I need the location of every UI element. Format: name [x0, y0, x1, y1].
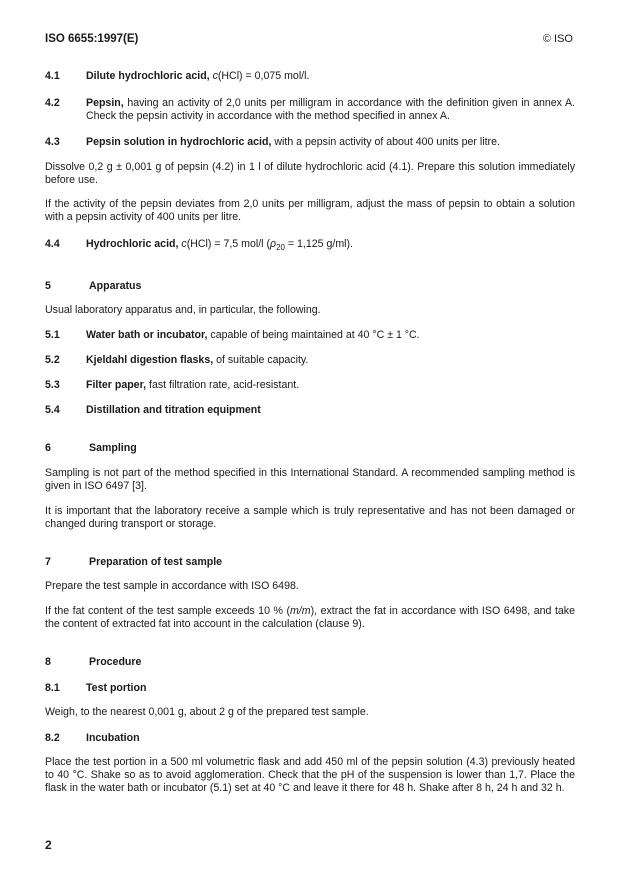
clause-number: 8.1	[45, 682, 60, 694]
clause-title: Test portion	[86, 682, 147, 694]
page-number: 2	[45, 838, 52, 852]
clause-number: 5.4	[45, 404, 60, 416]
section-number: 8	[45, 656, 51, 668]
clause-5-2	[45, 354, 575, 367]
clause-title: Hydrochloric acid,	[86, 238, 179, 250]
paragraph: Prepare the test sample in accordance with ISO 6498.	[45, 580, 299, 592]
paragraph: Usual laboratory apparatus and, in particular, the following.	[45, 304, 321, 316]
standard-reference: ISO 6655:1997(E)	[45, 33, 139, 45]
section-title: Sampling	[89, 442, 137, 454]
clause-text: of suitable capacity.	[213, 354, 309, 366]
clause-4-2	[45, 97, 575, 123]
paragraph: It is important that the laboratory receive a sample which is truly representative and has not been damaged or changed during transport or storage.	[45, 505, 575, 530]
clause-text: fast filtration rate, acid-resistant.	[146, 379, 300, 391]
clause-title: Pepsin solution in hydrochloric acid,	[86, 136, 272, 148]
section-number: 5	[45, 280, 51, 292]
section-number: 7	[45, 556, 51, 568]
clause-5-4	[45, 404, 575, 417]
clause-title: Water bath or incubator,	[86, 329, 208, 341]
paragraph: If the fat content of the test sample exceeds 10 % (m/m), extract the fat in accordance with ISO 6498, and take the content of extracted fat into account in the calculation (clause 9).	[45, 605, 575, 630]
clause-title: Pepsin,	[86, 97, 124, 109]
clause-number: 4.2	[45, 97, 60, 109]
clause-5-1	[45, 329, 575, 342]
clause-text: capable of being maintained at 40 °C ± 1 °C.	[207, 329, 420, 341]
clause-number: 5.3	[45, 379, 60, 391]
copyright-mark: © ISO	[542, 33, 573, 45]
clause-title: Distillation and titration equipment	[86, 404, 261, 416]
clause-title: Filter paper,	[86, 379, 147, 391]
clause-number: 8.2	[45, 732, 60, 744]
paragraph: Weigh, to the nearest 0,001 g, about 2 g of the prepared test sample.	[45, 706, 369, 718]
clause-5-3	[45, 379, 575, 392]
clause-formula: (HCl) = 0,075 mol/l.	[217, 70, 310, 82]
section-7-heading	[45, 556, 575, 569]
clause-title: Incubation	[86, 732, 140, 744]
paragraph: If the activity of the pepsin deviates from 2,0 units per milligram, adjust the mass of pepsin to obtain a solution with a pepsin activity of 400 units per litre.	[45, 198, 575, 223]
section-title: Procedure	[89, 656, 142, 668]
section-title: Apparatus	[89, 280, 142, 292]
clause-text: with a pepsin activity of about 400 units per litre.	[274, 136, 500, 148]
section-5-heading	[45, 280, 575, 293]
section-8-heading	[45, 656, 575, 669]
section-number: 6	[45, 442, 51, 454]
clause-4-3	[45, 136, 575, 149]
clause-number: 5.2	[45, 354, 60, 366]
clause-number: 4.1	[45, 70, 60, 82]
section-6-heading	[45, 442, 575, 455]
paragraph: Dissolve 0,2 g ± 0,001 g of pepsin (4.2) in 1 l of dilute hydrochloric acid (4.1). Prepare this solution immediately before use.	[45, 161, 575, 186]
clause-title: Kjeldahl digestion flasks,	[86, 354, 214, 366]
clause-number: 5.1	[45, 329, 60, 341]
section-title: Preparation of test sample	[89, 556, 223, 568]
clause-number: 4.4	[45, 238, 60, 250]
clause-text: having an activity of 2,0 units per milligram in accordance with the definition given in annex A. Check the pepsin activity in accordance with the method specified in annex A.	[86, 97, 575, 122]
clause-number: 4.3	[45, 136, 60, 148]
clause-title: Dilute hydrochloric acid,	[86, 70, 210, 82]
clause-4-1: 4.1 Dilute hydrochloric acid, c(HCl) = 0,075 mol/l.	[45, 70, 310, 82]
clause-8-2-heading	[45, 732, 575, 745]
paragraph: Sampling is not part of the method specified in this International Standard. A recommended sampling method is given in ISO 6497 [3].	[45, 467, 575, 492]
clause-8-1-heading	[45, 682, 575, 695]
paragraph: Place the test portion in a 500 ml volumetric flask and add 450 ml of the pepsin solution (4.3) previously heated to 40 °C. Shake so as to avoid agglomeration. Check that the pH of the suspension is lower than 1,7. Place the flask in the water bath or incubator (5.1) set at 40 °C and leave it there for 48 h. Shake after 8 h, 24 h and 32 h.	[45, 756, 575, 794]
clause-4-4: 4.4 Hydrochloric acid, c(HCl) = 7,5 mol/l ($\rho_{20} = 1,125$ g/ml).	[45, 238, 353, 253]
